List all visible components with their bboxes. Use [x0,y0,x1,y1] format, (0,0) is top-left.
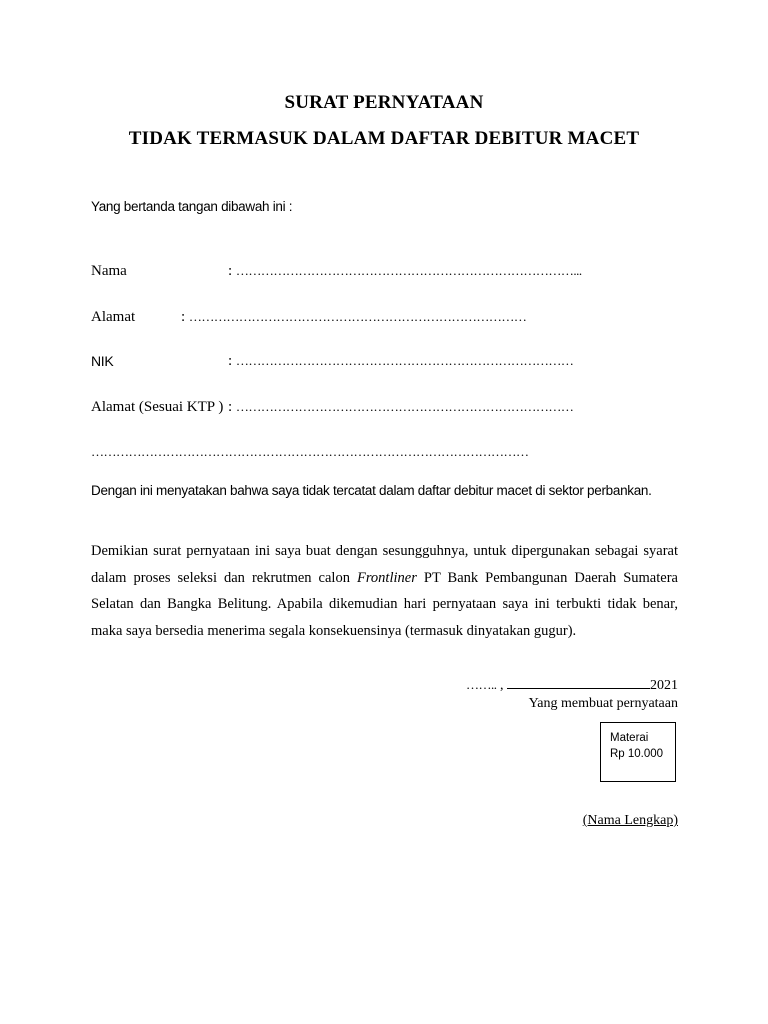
nik-value [228,353,573,370]
place-date-line [466,677,678,694]
nama-dots: ………………………………………………………………………... [235,263,582,278]
date-year: 2021 [650,678,678,693]
alamat-dots: ……………………………………………………………………… [188,309,527,324]
signer-name: (Nama Lengkap) [582,813,678,828]
nik-colon: : [228,353,233,369]
continuation-dots: …………………………………………………………………………………………… [91,444,529,459]
document-title: SURAT PERNYATAAN [284,92,484,113]
nama-label: Nama [91,263,127,279]
date-blank [507,677,650,689]
alamat-label: Alamat [91,309,136,325]
alamat-ktp-label: Alamat (Sesuai KTP ) [91,399,224,415]
statement-text: Dengan ini menyatakan bahwa saya tidak tercatat dalam daftar debitur macet di sektor perbankan. [91,483,652,498]
alamat-ktp-colon: : [228,399,233,415]
nik-dots: ……………………………………………………………………… [235,353,574,368]
alamat-value [181,309,526,326]
closing-part-2: PT Bank Pembangunan Daerah Sumatera Selatan dan Bangka Belitung. Apabila dikemudian hari pernyataan saya ini terbukti tidak benar, maka saya bersedia menerima segala konsekuensinya (termasuk dinyatakan gugur). [91,569,678,639]
nama-colon: : [228,263,233,279]
closing-italic-frontliner: Frontliner [356,569,417,586]
place-comma: , [500,678,504,693]
continuation-line [91,444,529,461]
closing-paragraph [91,538,678,644]
stamp-line-1: Materai [610,732,649,744]
intro-text: Yang bertanda tangan dibawah ini : [91,199,293,214]
signer-caption: Yang membuat pernyataan [528,696,678,711]
nama-value [228,263,582,280]
document-subtitle: TIDAK TERMASUK DALAM DAFTAR DEBITUR MACET [128,128,640,149]
alamat-ktp-dots: ……………………………………………………………………… [235,399,574,414]
alamat-ktp-value [228,399,573,416]
materai-stamp-box [600,722,676,782]
place-dots: …….. [466,677,497,692]
nik-label: NIK [91,353,114,369]
closing-part-1: Demikian surat pernyataan ini saya buat dengan sesungguhnya, untuk dipergunakan sebagai syarat dalam proses seleksi dan rekrutmen calon [91,543,678,586]
stamp-line-2: Rp 10.000 [610,748,664,760]
alamat-colon: : [181,309,186,325]
